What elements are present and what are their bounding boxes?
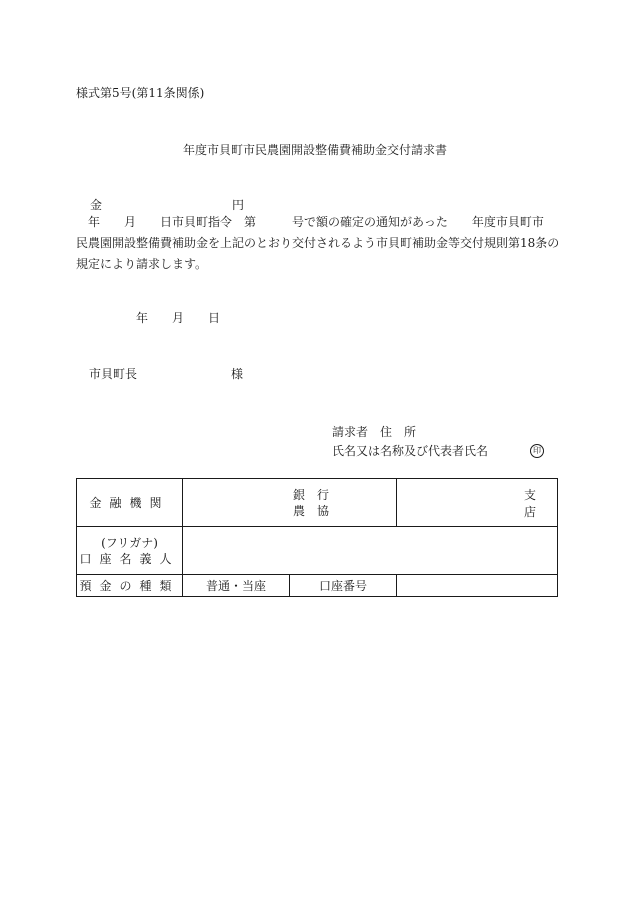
seal-mark: 印 [530, 444, 544, 458]
document-title: 年度市貝町市民農園開設整備費補助金交付請求書 [182, 143, 447, 157]
body-line: 年 月 日市貝町指令 第 号で額の確定の通知があった 年度市貝町市 [76, 215, 544, 229]
branch-label: 支 店 [524, 487, 549, 519]
financial-institution-label: 金融機関 [77, 479, 183, 527]
request-body [76, 212, 561, 275]
account-number-label: 口座番号 [290, 575, 397, 597]
branch-cell [397, 479, 558, 527]
account-number-value [397, 575, 558, 597]
bank-type-cell [183, 479, 397, 527]
applicant-name-label: 氏名又は名称及び代表者氏名 [332, 444, 489, 458]
furigana-label: (フリガナ) [101, 535, 158, 550]
deposit-options: 普通・当座 [183, 575, 290, 597]
amount-unit: 円 [232, 198, 245, 212]
bank-label: 銀 行 [293, 487, 330, 502]
body-line: 民農園開設整備費補助金を上記のとおり交付されるよう市貝町補助金等交付規則第18条の [76, 236, 560, 250]
bank-account-table [76, 478, 558, 597]
addressee-honorific: 様 [231, 367, 244, 381]
account-holder-label: 口座名義人 [79, 551, 180, 566]
form-number: 様式第5号(第11条関係) [76, 86, 205, 100]
account-holder-label-cell [77, 527, 183, 575]
agri-coop-label: 農 協 [293, 503, 330, 518]
account-holder-value [183, 527, 558, 575]
amount-prefix: 金 [90, 198, 103, 212]
body-line: 規定により請求します。 [76, 257, 208, 271]
date-line: 年 月 日 [136, 311, 221, 325]
applicant-address-label: 請求者 住 所 [332, 425, 417, 439]
addressee-name: 市貝町長 [89, 367, 138, 381]
deposit-type-label: 預金の種類 [77, 575, 183, 597]
